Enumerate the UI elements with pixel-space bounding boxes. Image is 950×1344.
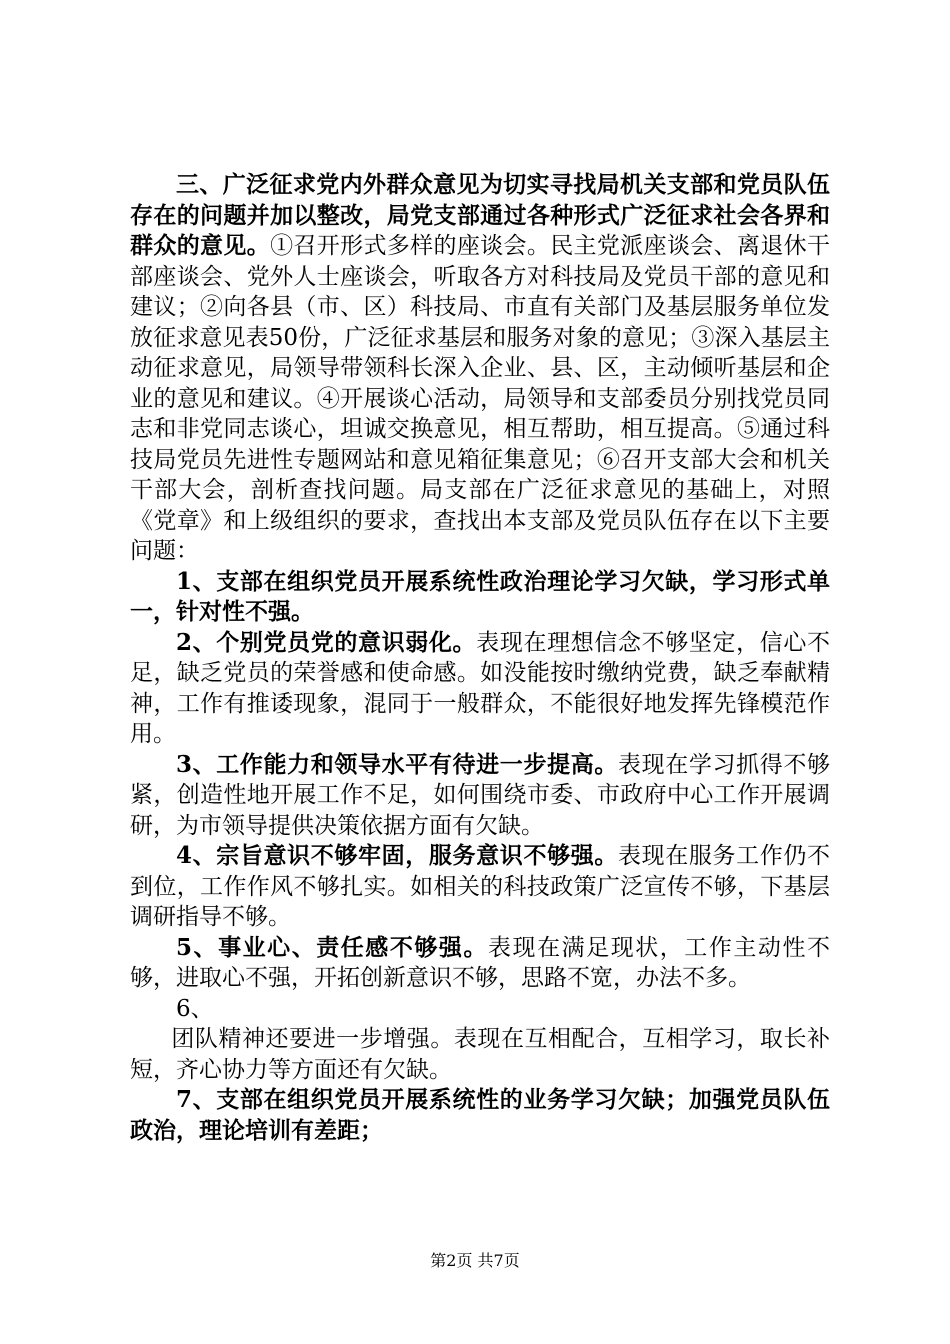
problem-heading: 3、工作能力和领导水平有待进一步提高。 [176, 750, 618, 778]
problem-heading: 1、支部在组织党员开展系统性政治理论学习欠缺，学习形式单一，针对性不强。 [130, 567, 830, 625]
problem-item-1 [130, 567, 830, 628]
problem-text: 表现在服务工作仍不到位，工作作风不够扎实。如相关的科技政策广泛宣传不够，下基层调研指导不够。 [130, 843, 831, 930]
problem-heading: 2、个别党员党的意识弱化。 [176, 628, 477, 656]
problem-item-6-text [130, 1024, 830, 1085]
problem-item-2 [130, 628, 830, 750]
problem-item-3 [130, 750, 830, 842]
problem-text: 表现在理想信念不够坚定，信心不足，缺乏党员的荣誉感和使命感。如没能按时缴纳党费，缺乏奉献精神，工作有推诿现象，混同于一般群众，不能很好地发挥先锋模范作用。 [130, 629, 830, 747]
problem-text: 表现在学习抓得不够紧，创造性地开展工作不足，如何围绕市委、市政府中心工作开展调研，为市领导提供决策依据方面有欠缺。 [130, 751, 831, 839]
problem-item-5 [130, 933, 830, 994]
paragraph-3-intro [130, 170, 830, 567]
problem-item-4 [130, 841, 830, 933]
page-footer [0, 1248, 950, 1271]
problem-text: 团队精神还要进一步增强。表现在互相配合，互相学习，取长补短，齐心协力等方面还有欠缺。 [130, 1026, 830, 1083]
document-body [130, 170, 830, 1146]
problem-heading: 7、支部在组织党员开展系统性的业务学习欠缺；加强党员队伍政治，理论培训有差距； [130, 1086, 830, 1144]
problem-heading: 4、宗旨意识不够牢固，服务意识不够强。 [176, 842, 618, 869]
problem-heading: 6、 [176, 995, 214, 1022]
problem-item-7 [130, 1085, 830, 1146]
problem-text: 表现在满足现状，工作主动性不够，进取心不强，开拓创新意识不够，思路不宽，办法不多。 [130, 934, 830, 991]
page-number: 第2页 共7页 [430, 1251, 520, 1270]
problem-item-6-number [130, 994, 830, 1025]
paragraph-text: ①召开形式多样的座谈会。民主党派座谈会、离退休干部座谈会、党外人士座谈会，听取各方对科技局及党员干部的意见和建议；②向各县（市、区）科技局、市直有关部门及基层服务单位发放征求意见表50份，广泛征求基层和服务对象的意见；③深入基层主动征求意见，局领导带领科长深入企业、县、区，主动倾听基层和企业的意见和建议。④开展谈心活动，局领导和支部委员分别找党员同志和非党同志谈心，坦诚交换意见，相互帮助，相互提高。⑤通过科技局党员先进性专题网站和意见箱征集意见；⑥召开支部大会和机关干部大会，剖析查找问题。局支部在广泛征求意见的基础上，对照《党章》和上级组织的要求，查找出本支部及党员队伍存在以下主要问题： [130, 233, 831, 564]
problem-heading: 5、事业心、责任感不够强。 [176, 933, 488, 961]
paragraph-heading: 三、广泛征求党内外群众意见为切实寻找局机关支部和党员队伍存在的问题并加以整改，局党支部通过各种形式广泛征求社会各界和群众的意见。 [130, 171, 830, 259]
